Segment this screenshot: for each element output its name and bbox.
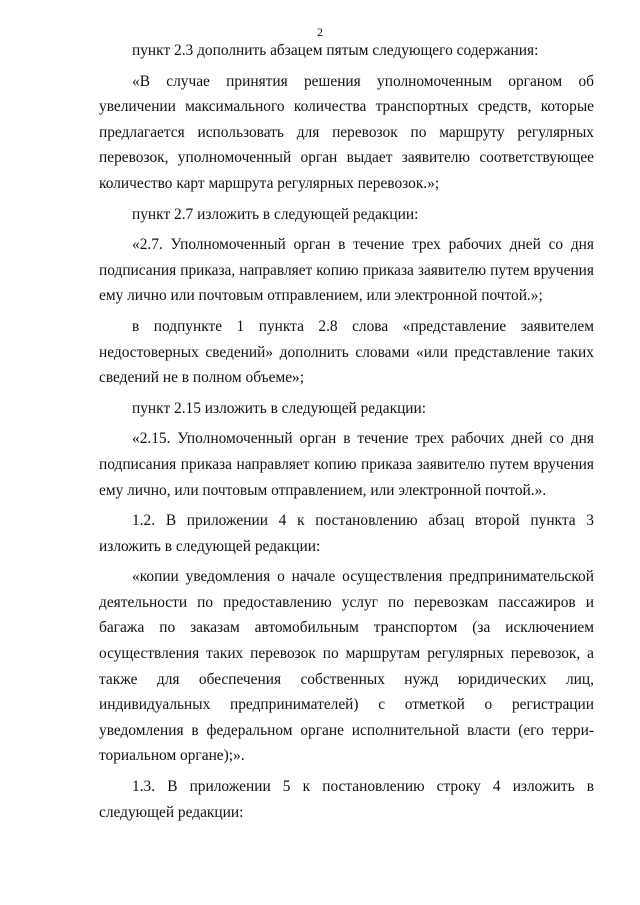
paragraph-quote-2-15: «2.15. Уполномоченный орган в течение трех рабочих дней со дня подписания приказа направляет копию приказа заявителю путем вручения ему лично, или почтовым отправлением, или электронной почтой.». — [99, 430, 594, 499]
document-body — [99, 38, 594, 830]
paragraph-punkt-2-15: пункт 2.15 изложить в следующей редакции: — [132, 399, 427, 417]
paragraph-punkt-2-7: пункт 2.7 изложить в следующей редакции: — [132, 205, 419, 223]
page-number: 2 — [317, 25, 323, 39]
paragraph-1-3: 1.3. В приложении 5 к постановлению строку 4 изложить в следующей редакции: — [99, 778, 594, 821]
paragraph-podpunkt-2-8: в подпункте 1 пункта 2.8 слова «представление заявителем недостоверных сведений» дополнить словами «или представление таких сведений не в полном объеме»; — [99, 317, 594, 387]
paragraph-quote-2-3: «В случае принятия решения уполномоченным органом об увеличении максимального количества транспортных средств, которые предлагается использовать для перевозок по маршруту регулярных перевозок, уполномоченный орган выдает заявителю соответствующее количество карт маршрута регулярных перевозок.»; — [99, 72, 594, 192]
paragraph-quote-2-7: «2.7. Уполномоченный орган в течение трех рабочих дней со дня подписания приказа, направляет копию приказа заявителю путем вручения ему лично или почтовым отправлением, или электронной почтой.»; — [99, 236, 594, 305]
paragraph-punkt-2-3: пункт 2.3 дополнить абзацем пятым следующего содержания: — [132, 42, 539, 59]
paragraph-quote-appendix-4: «копии уведомления о начале осуществления предпринимательской деятельности по предоставлению услуг по перевозкам пассажиров и багажа по заказам автомобильным транспортом (за исключением осуществления таких перевозок по маршрутам регулярных перевозок, а также для обеспечения собственных нужд юридических лиц, индивидуальных предпринимателей) с отметкой о регистрации уведомления в федеральном органе исполнительной власти (его территориальном органе);». — [99, 568, 594, 765]
paragraph-1-2: 1.2. В приложении 4 к постановлению абзац второй пункта 3 изложить в следующей редакции: — [99, 512, 594, 555]
